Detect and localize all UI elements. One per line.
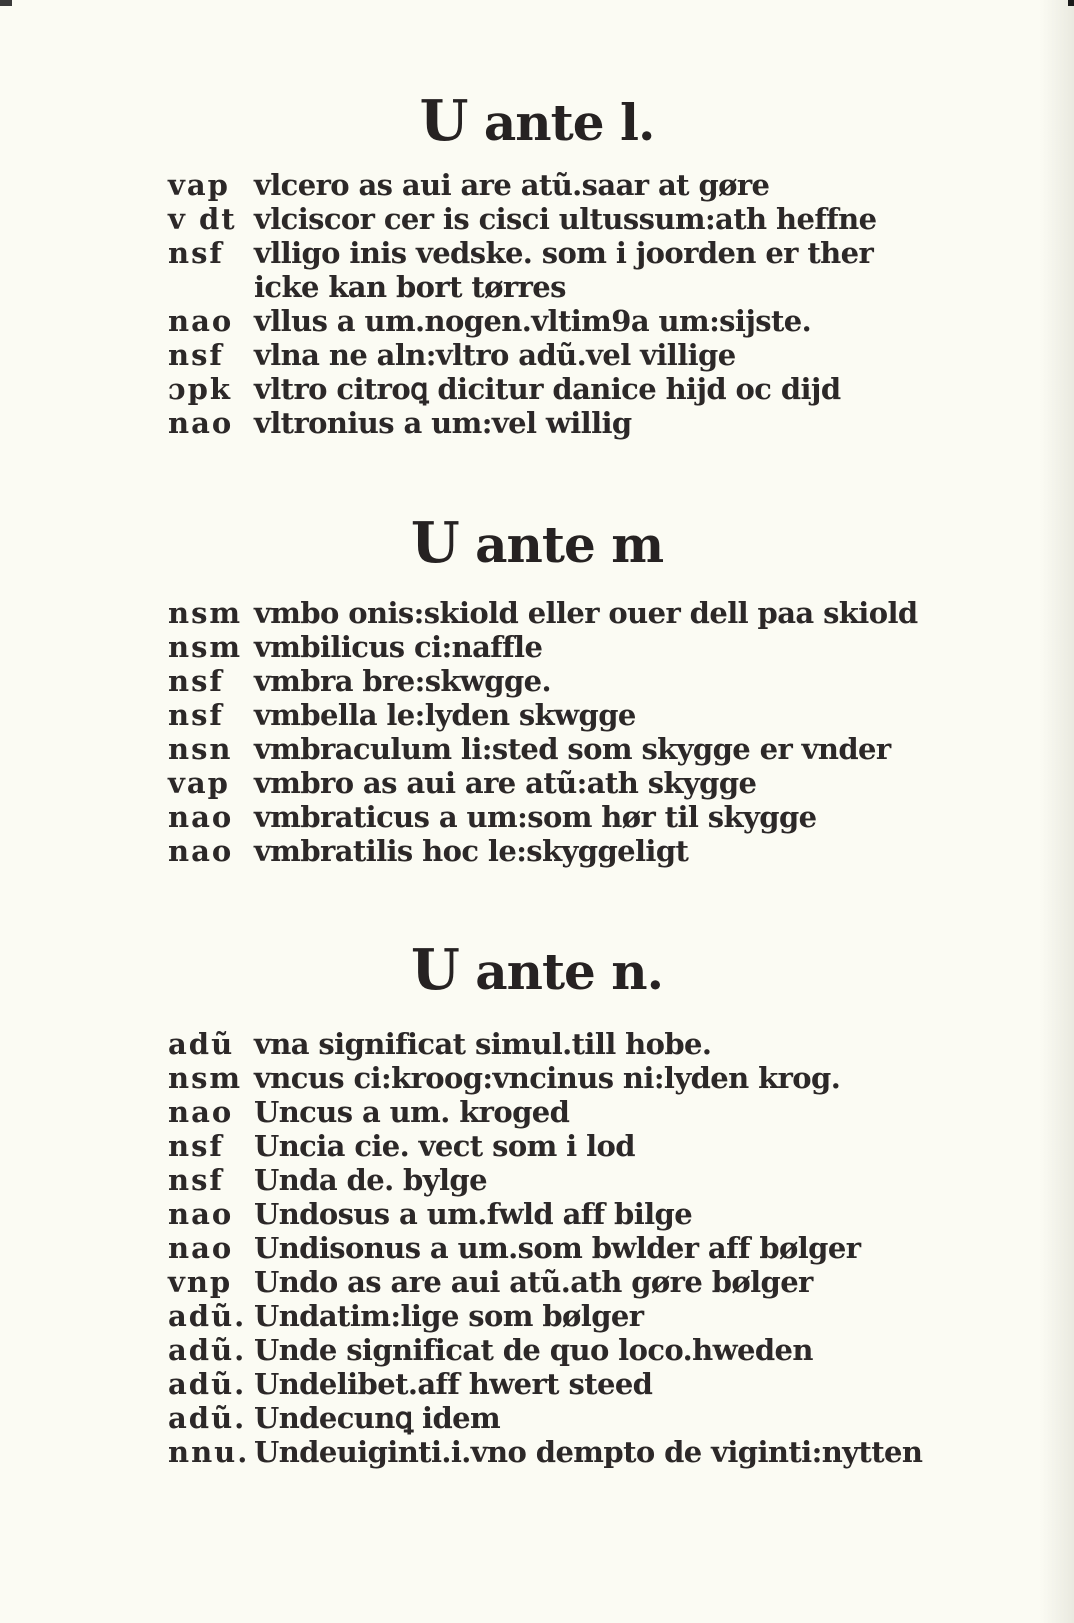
heading-text: ante m (458, 515, 664, 574)
grammar-code: nao (168, 1231, 234, 1265)
entry-row (0, 1231, 1074, 1265)
entry-text: Undelibet.aff hwert steed (254, 1367, 653, 1401)
grammar-code: adũ. (168, 1401, 247, 1435)
grammar-code: nsf (168, 698, 224, 732)
entry-text: vmbra bre:skwgge. (254, 664, 551, 698)
corner-mark-left (0, 0, 12, 6)
entry-text: Uncus a um. kroged (254, 1095, 570, 1129)
grammar-code: adũ. (168, 1333, 247, 1367)
entry-row (0, 236, 1074, 304)
section-heading (0, 86, 1074, 156)
section-heading (0, 508, 1074, 578)
entry-list (0, 596, 1074, 868)
grammar-code: nsm (168, 1061, 243, 1095)
grammar-code: nao (168, 834, 234, 868)
entry-row (0, 1367, 1074, 1401)
entry-row (0, 596, 1074, 630)
grammar-code: vap (168, 168, 230, 202)
grammar-code: nsm (168, 630, 243, 664)
entry-text: vltro citroꝗ dicitur danice hijd oc dijd (254, 372, 841, 406)
grammar-code: nsf (168, 236, 224, 270)
entry-text: vlligo inis vedske. som i joorden er ther icke kan bort tørres (254, 236, 874, 304)
entry-row (0, 304, 1074, 338)
entry-row (0, 698, 1074, 732)
heading-initial: U (410, 937, 459, 1003)
entry-text: Undo as are aui atũ.ath gøre bølger (254, 1265, 813, 1299)
entry-list (0, 1027, 1074, 1469)
entry-text: vltronius a um:vel willig (254, 406, 632, 440)
entry-text: Uncia cie. vect som i lod (254, 1129, 635, 1163)
grammar-code: nsm (168, 596, 243, 630)
entry-text: vmbraculum li:sted som skygge er vnder (254, 732, 891, 766)
heading-initial: U (419, 88, 468, 154)
entry-row (0, 1435, 1074, 1469)
entry-row (0, 766, 1074, 800)
entry-text: vmbro as aui are atũ:ath skygge (254, 766, 757, 800)
entry-text: vncus ci:kroog:vncinus ni:lyden krog. (254, 1061, 841, 1095)
entry-row (0, 1163, 1074, 1197)
entry-text: vmbratilis hoc le:skyggeligt (254, 834, 689, 868)
entry-text: vmbella le:lyden skwgge (254, 698, 636, 732)
entry-list (0, 168, 1074, 440)
entry-row (0, 1027, 1074, 1061)
grammar-code: nsn (168, 732, 233, 766)
entry-text: vmbilicus ci:naffle (254, 630, 543, 664)
grammar-code: adũ (168, 1027, 235, 1061)
heading-text: ante n. (458, 942, 664, 1001)
entry-text: vmbraticus a um:som hør til skygge (254, 800, 817, 834)
entry-row (0, 1401, 1074, 1435)
entry-row (0, 834, 1074, 868)
section-heading (0, 935, 1074, 1005)
grammar-code: nao (168, 1095, 234, 1129)
entry-row (0, 1333, 1074, 1367)
grammar-code: nao (168, 406, 234, 440)
entry-row (0, 800, 1074, 834)
grammar-code: nsf (168, 338, 224, 372)
grammar-code: nnu. (168, 1435, 250, 1469)
entry-row (0, 202, 1074, 236)
entry-row (0, 1265, 1074, 1299)
entry-text: Unda de. bylge (254, 1163, 487, 1197)
grammar-code: nsf (168, 1129, 224, 1163)
entry-text: Undecunꝗ idem (254, 1401, 501, 1435)
entry-text: Undisonus a um.som bwlder aff bølger (254, 1231, 861, 1265)
grammar-code: nsf (168, 664, 224, 698)
entry-row (0, 664, 1074, 698)
grammar-code: ɔpk (168, 372, 233, 406)
grammar-code: v dt (168, 202, 237, 236)
entry-text: vllus a um.nogen.vltim9a um:sijste. (254, 304, 812, 338)
entry-text: vna significat simul.till hobe. (254, 1027, 712, 1061)
entry-text: vmbo onis:skiold eller ouer dell paa skiold (254, 596, 918, 630)
entry-text: vlna ne aln:vltro adũ.vel villige (254, 338, 736, 372)
grammar-code: adũ. (168, 1367, 247, 1401)
grammar-code: nsf (168, 1163, 224, 1197)
entry-text: vlcero as aui are atũ.saar at gøre (254, 168, 770, 202)
entry-row (0, 732, 1074, 766)
entry-text: Unde significat de quo loco.hweden (254, 1333, 813, 1367)
grammar-code: vnp (168, 1265, 233, 1299)
heading-text: ante l. (467, 93, 655, 152)
entry-row (0, 1061, 1074, 1095)
grammar-code: adũ. (168, 1299, 247, 1333)
entry-text: Undatim:lige som bølger (254, 1299, 644, 1333)
section-u-ante-n (0, 935, 1074, 1469)
entry-text: Undosus a um.fwld aff bilge (254, 1197, 693, 1231)
section-u-ante-m (0, 508, 1074, 868)
entry-text: vlciscor cer is cisci ultussum:ath heffne (254, 202, 877, 236)
grammar-code: nao (168, 800, 234, 834)
entry-row (0, 338, 1074, 372)
entry-row (0, 630, 1074, 664)
grammar-code: vap (168, 766, 230, 800)
corner-mark-right (1068, 0, 1074, 6)
heading-initial: U (410, 510, 459, 576)
entry-row (0, 372, 1074, 406)
grammar-code: nao (168, 304, 234, 338)
entry-row (0, 168, 1074, 202)
entry-row (0, 1129, 1074, 1163)
entry-row (0, 1095, 1074, 1129)
entry-text: Undeuiginti.i.vno dempto de viginti:nytten (254, 1435, 923, 1469)
entry-row (0, 406, 1074, 440)
entry-row (0, 1197, 1074, 1231)
entry-row (0, 1299, 1074, 1333)
grammar-code: nao (168, 1197, 234, 1231)
section-u-ante-l (0, 86, 1074, 440)
